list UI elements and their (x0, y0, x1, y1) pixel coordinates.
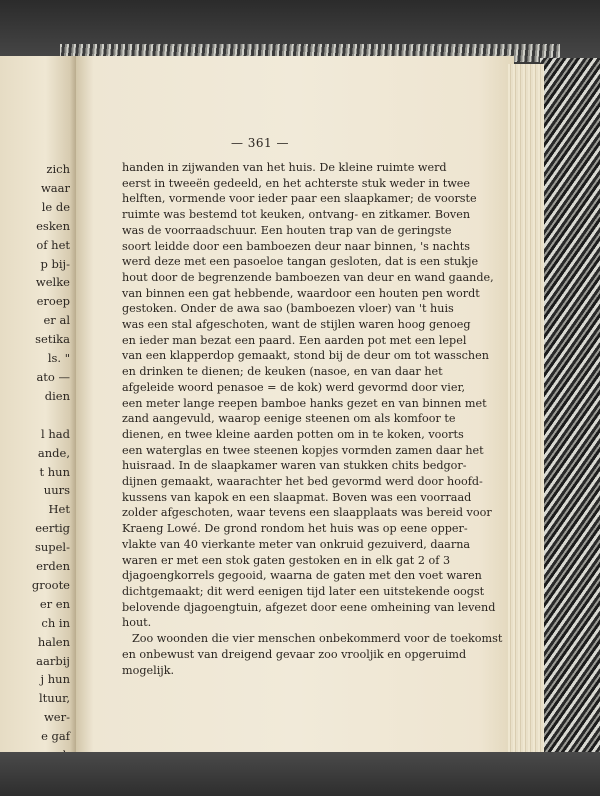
text-line: een meter lange reepen bamboe hanks gezet en van binnen met (122, 396, 487, 410)
text-line: gestoken. Onder de awa sao (bamboezen vloer) van 't huis (122, 302, 454, 316)
text-line: en drinken te dienen; de keuken (nasoe, en van daar het (122, 365, 443, 379)
text-line: dichtgemaakt; dit werd eenigen tijd later een uitstekende oogst (122, 584, 485, 598)
left-page-line: l had (41, 426, 70, 441)
left-page-line: eroep (36, 294, 70, 309)
left-page-line: er en (39, 596, 70, 611)
text-line: zolder afgeschoten, waar tevens een slaapplaats was bereid voor (122, 506, 492, 520)
text-line: Kraeng Lowé. De grond rondom het huis was op eene opper- (122, 522, 468, 536)
left-page-line: ls. " (47, 351, 70, 366)
text-line: van binnen een gat hebbende, waardoor een houten pen wordt (122, 286, 480, 300)
text-line: Zoo woonden die vier menschen onbekommerd voor de toekomst (132, 632, 503, 646)
text-line: helften, vormende voor ieder paar een slaapkamer; de voorste (122, 192, 477, 206)
page-edges (508, 64, 544, 752)
left-page-line: supel- (34, 540, 70, 555)
left-page-line: dien (44, 388, 70, 403)
text-line: van een klapperdop gemaakt, stond bij de deur om tot wasschen (122, 349, 489, 363)
text-line: waren er met een stok gaten gestoken en in elk gat 2 of 3 (122, 553, 451, 567)
left-page-line: wer- (43, 710, 70, 725)
text-line: afgeleide woord penasoe = de kok) werd gevormd door vier, (122, 380, 466, 394)
text-line: handen in zijwanden van het huis. De kleine ruimte werd (122, 161, 447, 174)
text-line: djagoengkorrels gegooid, waarna de gaten met den voet waren (122, 569, 482, 583)
text-line: belovende djagoengtuin, afgezet door eene omheining van levend (122, 600, 496, 614)
left-page-line: aarbij (36, 653, 70, 668)
left-page-line: Het (48, 502, 70, 517)
page-number: — 361 — (230, 136, 290, 150)
left-page-line: zich (46, 162, 70, 176)
left-page-line: ch in (41, 615, 70, 630)
left-page (0, 56, 76, 756)
left-page-line: eertig (35, 521, 70, 536)
left-page-text (32, 160, 70, 784)
text-line: hout door de begrenzende bamboezen van deur en wand gaande, (122, 270, 494, 284)
left-page-line: t hun (39, 464, 70, 479)
text-line: dijnen gemaakt, waarachter het bed gevormd werd door hoofd- (122, 475, 483, 489)
text-line: dienen, en twee kleine aarden potten om in te koken, voorts (122, 427, 464, 441)
text-line: en onbewust van dreigend gevaar zoo vrooljik en opgeruimd (122, 647, 467, 661)
text-line: ruimte was bestemd tot keuken, ontvang- en zitkamer. Boven (122, 208, 471, 222)
text-line: zand aangevuld, waarop eenige steenen om als komfoor te (122, 412, 456, 426)
left-page-line: uurs (43, 483, 70, 498)
left-page-line (32, 406, 70, 425)
left-page-line: ande, (37, 445, 70, 460)
left-page-line: j hun (40, 672, 70, 687)
left-page-line: halen (37, 634, 70, 649)
text-line: werd deze met een pasoeloe tangan gesloten, dat is een stukje (122, 255, 479, 269)
text-line: was de voorraadschuur. Een houten trap van de geringste (122, 223, 452, 237)
text-line: kussens van kapok en een slaapmat. Boven was een voorraad (122, 490, 472, 504)
left-page-line: setika (35, 332, 70, 347)
left-page-line: ltuur, (38, 691, 70, 706)
text-line: vlakte van 40 vierkante meter van onkruid gezuiverd, daarna (122, 537, 471, 551)
page-body-text (122, 160, 503, 678)
left-page-line: le de (41, 199, 70, 214)
text-line: eerst in tweeën gedeeld, en het achterste stuk weder in twee (122, 176, 471, 190)
text-line: hout. (122, 616, 152, 630)
text-line: en ieder man bezat een paard. Een aarden pot met een lepel (122, 333, 467, 347)
text-line: huisraad. In de slaapkamer waren van stukken chits bedgor- (122, 459, 467, 473)
left-page-line: er al (43, 313, 70, 328)
desk-background-bottom (0, 752, 600, 796)
left-page-line: of het (36, 237, 70, 252)
book-cover-marbled (540, 58, 600, 758)
left-page-line: groote (31, 577, 70, 592)
left-page-line: p bij- (40, 256, 70, 271)
text-line: mogelijk. (122, 663, 175, 677)
left-page-line: ato — (36, 369, 70, 384)
left-page-line: e gaf (41, 729, 70, 744)
left-page-line: welke (35, 275, 70, 290)
text-line: een waterglas en twee steenen kopjes vormden zamen daar het (122, 443, 484, 457)
left-page-line: esken (36, 218, 70, 233)
text-line: soort leidde door een bamboezen deur naar binnen, 's nachts (122, 239, 471, 253)
left-page-line: waar (40, 180, 70, 195)
text-line: was een stal afgeschoten, want de stijlen waren hoog genoeg (122, 318, 471, 332)
left-page-line: erden (36, 559, 70, 574)
